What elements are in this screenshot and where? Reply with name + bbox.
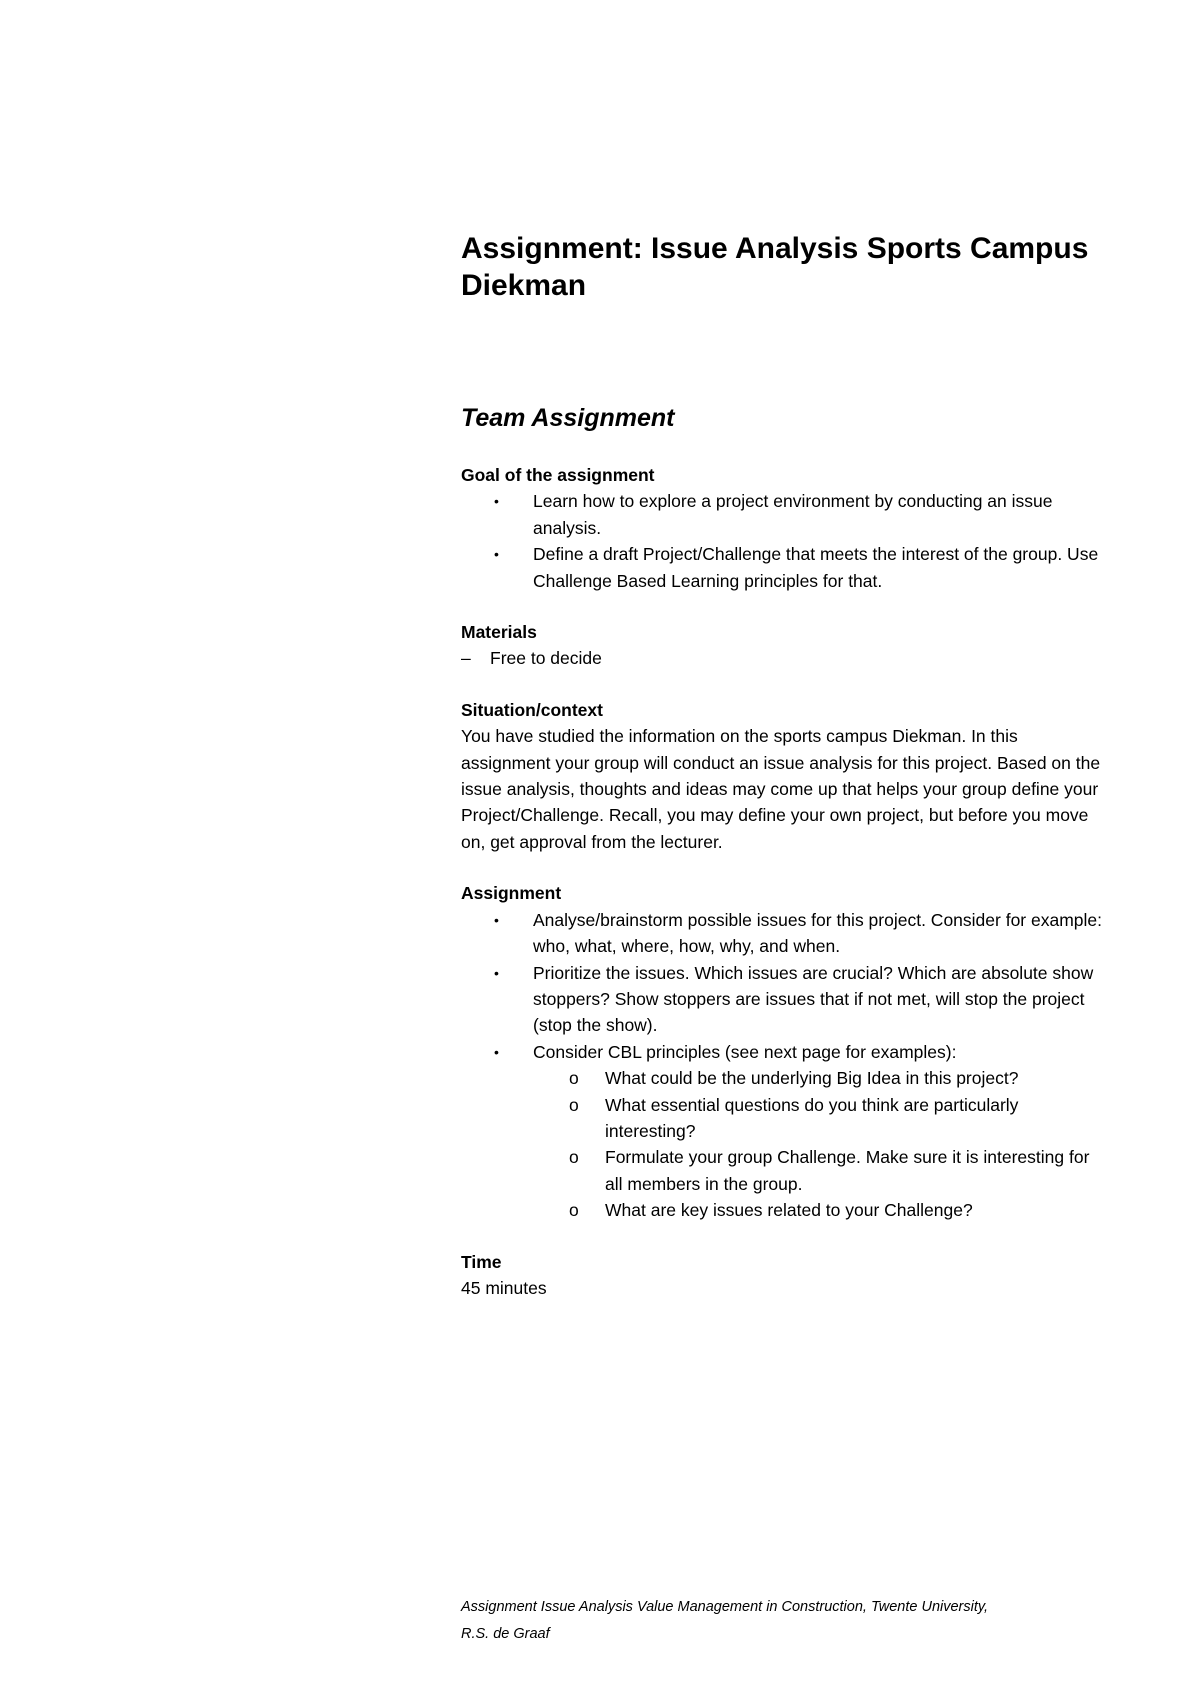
list-item [461, 907, 1111, 960]
assignment-item-text: Prioritize the issues. Which issues are crucial? Which are absolute show stoppers? Show stoppers are issues that if not met, will stop the project (stop the show). [533, 962, 1094, 1036]
situation-heading: Situation/context [461, 699, 603, 720]
assignment-item-text: Consider CBL principles (see next page for examples): [533, 1041, 957, 1062]
document-title: Assignment: Issue Analysis Sports Campus Diekman [461, 232, 1089, 302]
spacer [461, 855, 1111, 880]
goal-item-text: Define a draft Project/Challenge that meets the interest of the group. Use Challenge Based Learning principles for that. [533, 544, 1099, 591]
dash-icon: – [461, 648, 471, 669]
sub-list-item [533, 1197, 1111, 1223]
assignment-item-text: Analyse/brainstorm possible issues for this project. Consider for example: who, what, where, how, why, and when. [533, 909, 1102, 957]
bullet-icon: • [494, 911, 499, 928]
list-item [461, 1039, 1111, 1224]
page-footer [461, 1594, 1111, 1648]
sub-list-item [533, 1065, 1111, 1091]
spacer [461, 594, 1111, 619]
sub-list-item [533, 1144, 1111, 1197]
circle-bullet-icon: o [569, 1068, 579, 1089]
time-heading: Time [461, 1251, 502, 1272]
goal-item-text: Learn how to explore a project environment by conducting an issue analysis. [533, 491, 1053, 538]
situation-text: You have studied the information on the sports campus Diekman. In this assignment your group will conduct an issue analysis for this project. Based on the issue analysis, thoughts and ideas may come up that helps your group define your Project/Challenge. Recall, you may define your own project, but before you move on, get approval from the lecturer. [461, 726, 1101, 852]
section-heading: Team Assignment [461, 404, 675, 432]
goal-heading: Goal of the assignment [461, 465, 655, 485]
bullet-icon: • [494, 1043, 499, 1060]
footer-line-2: R.S. de Graaf [461, 1626, 550, 1642]
sub-item-text: What essential questions do you think are particularly interesting? [605, 1094, 1019, 1141]
sub-item-text: What could be the underlying Big Idea in this project? [605, 1068, 1019, 1089]
sub-list-item [533, 1092, 1111, 1145]
materials-item-text: Free to decide [490, 648, 602, 669]
spacer [461, 1224, 1111, 1249]
footer-line-1: Assignment Issue Analysis Value Management in Construction, Twente University, [461, 1599, 989, 1615]
spacer [461, 672, 1111, 697]
circle-bullet-icon: o [569, 1200, 579, 1221]
goal-list [461, 488, 1111, 594]
cbl-sublist [533, 1065, 1111, 1223]
assignment-list [461, 907, 1111, 1224]
list-item [461, 960, 1111, 1039]
circle-bullet-icon: o [569, 1147, 579, 1168]
bullet-icon: • [494, 964, 499, 981]
document-content [461, 230, 1111, 1298]
materials-item [461, 645, 1111, 671]
bullet-icon: • [494, 493, 499, 510]
document-body [461, 462, 1111, 1301]
circle-bullet-icon: o [569, 1094, 579, 1115]
list-item [461, 541, 1111, 594]
materials-heading: Materials [461, 622, 537, 643]
list-item [461, 488, 1111, 541]
bullet-icon: • [494, 546, 499, 563]
time-value: 45 minutes [461, 1277, 547, 1298]
assignment-heading: Assignment [461, 883, 562, 904]
sub-item-text: What are key issues related to your Challenge? [605, 1200, 973, 1221]
sub-item-text: Formulate your group Challenge. Make sure it is interesting for all members in the group. [605, 1147, 1090, 1194]
